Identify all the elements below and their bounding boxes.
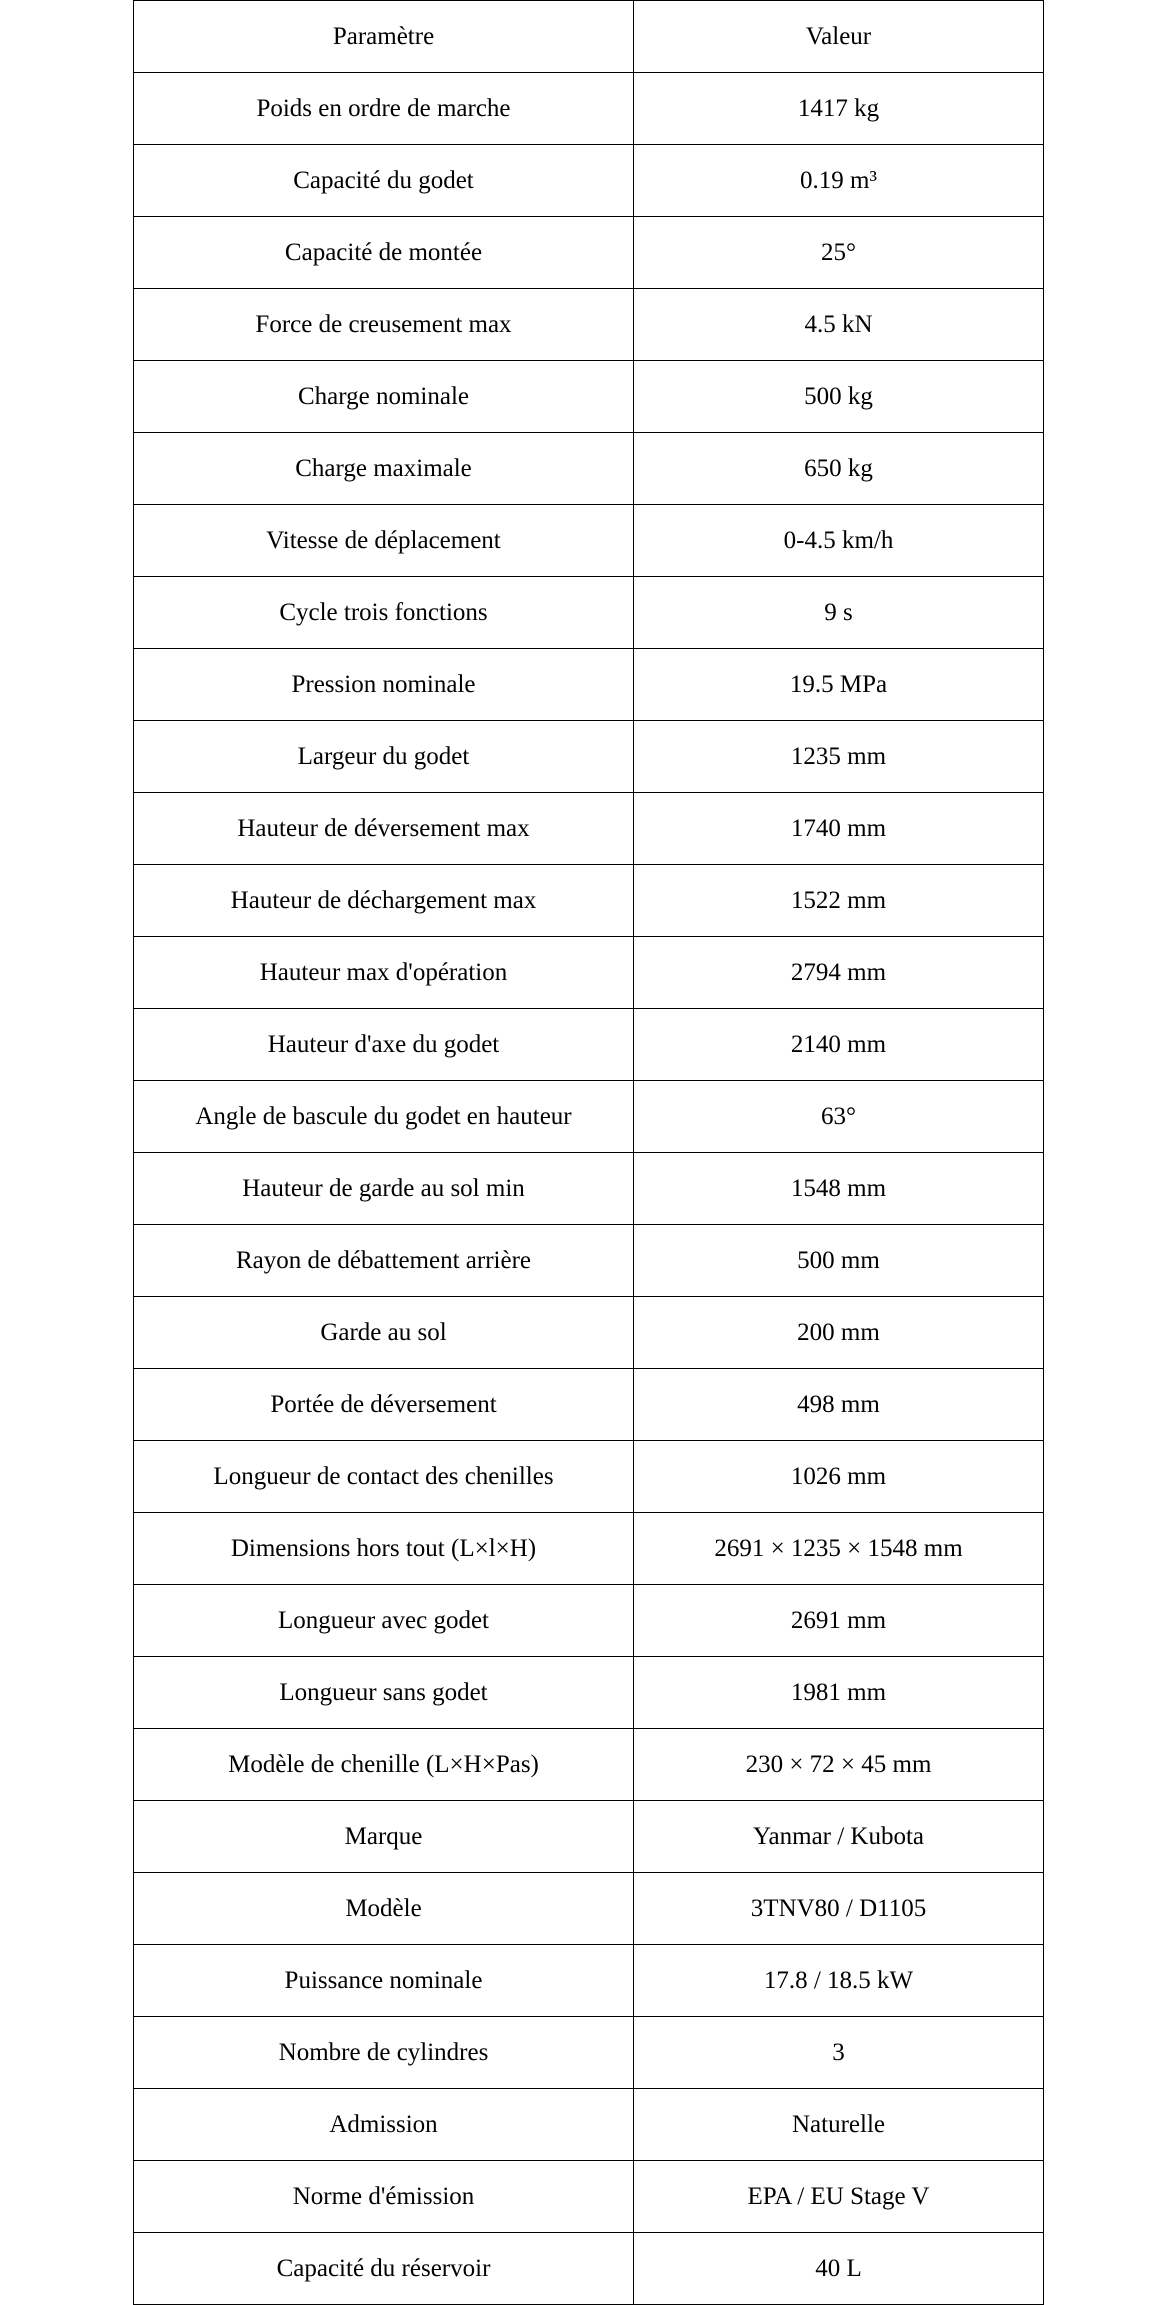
table-header-row xyxy=(134,1,1044,73)
parameter-value-cell: Naturelle xyxy=(634,2089,1044,2161)
parameter-value-cell: 498 mm xyxy=(634,1369,1044,1441)
table-row xyxy=(134,865,1044,937)
parameter-value-cell: 25° xyxy=(634,217,1044,289)
parameter-name-cell: Pression nominale xyxy=(134,649,634,721)
parameter-value-cell: 63° xyxy=(634,1081,1044,1153)
column-header: Valeur xyxy=(634,1,1044,73)
parameter-value-cell: 0-4.5 km/h xyxy=(634,505,1044,577)
parameter-name-cell: Longueur avec godet xyxy=(134,1585,634,1657)
table-row xyxy=(134,2161,1044,2233)
parameter-value-cell: 200 mm xyxy=(634,1297,1044,1369)
parameter-value-cell: 1235 mm xyxy=(634,721,1044,793)
parameter-name-cell: Norme d'émission xyxy=(134,2161,634,2233)
parameter-value-cell: 1026 mm xyxy=(634,1441,1044,1513)
parameter-name-cell: Garde au sol xyxy=(134,1297,634,1369)
parameter-name-cell: Hauteur de garde au sol min xyxy=(134,1153,634,1225)
parameter-value-cell: EPA / EU Stage V xyxy=(634,2161,1044,2233)
table-row xyxy=(134,505,1044,577)
parameter-name-cell: Modèle de chenille (L×H×Pas) xyxy=(134,1729,634,1801)
table-row xyxy=(134,289,1044,361)
parameter-value-cell: 1417 kg xyxy=(634,73,1044,145)
parameter-name-cell: Hauteur de déversement max xyxy=(134,793,634,865)
parameter-value-cell: 1981 mm xyxy=(634,1657,1044,1729)
column-header: Paramètre xyxy=(134,1,634,73)
parameter-value-cell: 0.19 m³ xyxy=(634,145,1044,217)
parameter-name-cell: Marque xyxy=(134,1801,634,1873)
table-row xyxy=(134,1657,1044,1729)
table-body xyxy=(134,1,1044,2305)
parameter-name-cell: Poids en ordre de marche xyxy=(134,73,634,145)
table-row xyxy=(134,1801,1044,1873)
parameter-value-cell: 230 × 72 × 45 mm xyxy=(634,1729,1044,1801)
parameter-name-cell: Hauteur de déchargement max xyxy=(134,865,634,937)
parameter-value-cell: 2140 mm xyxy=(634,1009,1044,1081)
parameter-value-cell: Yanmar / Kubota xyxy=(634,1801,1044,1873)
parameter-value-cell: 500 mm xyxy=(634,1225,1044,1297)
table-row xyxy=(134,1153,1044,1225)
table-row xyxy=(134,937,1044,1009)
parameter-name-cell: Portée de déversement xyxy=(134,1369,634,1441)
parameter-value-cell: 40 L xyxy=(634,2233,1044,2305)
parameter-name-cell: Angle de bascule du godet en hauteur xyxy=(134,1081,634,1153)
table-row xyxy=(134,433,1044,505)
table-row xyxy=(134,1873,1044,1945)
parameter-value-cell: 3TNV80 / D1105 xyxy=(634,1873,1044,1945)
table-row xyxy=(134,2017,1044,2089)
parameter-value-cell: 17.8 / 18.5 kW xyxy=(634,1945,1044,2017)
parameter-value-cell: 3 xyxy=(634,2017,1044,2089)
parameter-value-cell: 500 kg xyxy=(634,361,1044,433)
parameter-name-cell: Cycle trois fonctions xyxy=(134,577,634,649)
parameter-name-cell: Largeur du godet xyxy=(134,721,634,793)
table-row xyxy=(134,1729,1044,1801)
parameter-name-cell: Capacité du godet xyxy=(134,145,634,217)
table-row xyxy=(134,2089,1044,2161)
parameter-name-cell: Vitesse de déplacement xyxy=(134,505,634,577)
parameter-value-cell: 1548 mm xyxy=(634,1153,1044,1225)
parameter-name-cell: Hauteur max d'opération xyxy=(134,937,634,1009)
table-row xyxy=(134,1945,1044,2017)
table-row xyxy=(134,1369,1044,1441)
specifications-table xyxy=(133,0,1044,2305)
parameter-name-cell: Dimensions hors tout (L×l×H) xyxy=(134,1513,634,1585)
parameter-name-cell: Nombre de cylindres xyxy=(134,2017,634,2089)
table-row xyxy=(134,721,1044,793)
parameter-name-cell: Modèle xyxy=(134,1873,634,1945)
parameter-value-cell: 650 kg xyxy=(634,433,1044,505)
parameter-name-cell: Longueur de contact des chenilles xyxy=(134,1441,634,1513)
table-row xyxy=(134,2233,1044,2305)
parameter-name-cell: Rayon de débattement arrière xyxy=(134,1225,634,1297)
parameter-name-cell: Puissance nominale xyxy=(134,1945,634,2017)
table-row xyxy=(134,217,1044,289)
parameter-name-cell: Capacité de montée xyxy=(134,217,634,289)
parameter-value-cell: 2794 mm xyxy=(634,937,1044,1009)
table-row xyxy=(134,577,1044,649)
parameter-name-cell: Charge maximale xyxy=(134,433,634,505)
parameter-name-cell: Admission xyxy=(134,2089,634,2161)
parameter-name-cell: Hauteur d'axe du godet xyxy=(134,1009,634,1081)
table-row xyxy=(134,1009,1044,1081)
parameter-value-cell: 2691 × 1235 × 1548 mm xyxy=(634,1513,1044,1585)
table-row xyxy=(134,1225,1044,1297)
table-row xyxy=(134,793,1044,865)
parameter-name-cell: Longueur sans godet xyxy=(134,1657,634,1729)
parameter-value-cell: 9 s xyxy=(634,577,1044,649)
table-row xyxy=(134,1297,1044,1369)
table-row xyxy=(134,1513,1044,1585)
table-row xyxy=(134,361,1044,433)
table-row xyxy=(134,1081,1044,1153)
table-row xyxy=(134,145,1044,217)
parameter-name-cell: Charge nominale xyxy=(134,361,634,433)
table-row xyxy=(134,1585,1044,1657)
parameter-value-cell: 4.5 kN xyxy=(634,289,1044,361)
parameter-value-cell: 19.5 MPa xyxy=(634,649,1044,721)
parameter-name-cell: Capacité du réservoir xyxy=(134,2233,634,2305)
parameter-value-cell: 1740 mm xyxy=(634,793,1044,865)
parameter-value-cell: 2691 mm xyxy=(634,1585,1044,1657)
parameter-value-cell: 1522 mm xyxy=(634,865,1044,937)
parameter-name-cell: Force de creusement max xyxy=(134,289,634,361)
table-row xyxy=(134,73,1044,145)
table-row xyxy=(134,649,1044,721)
table-row xyxy=(134,1441,1044,1513)
